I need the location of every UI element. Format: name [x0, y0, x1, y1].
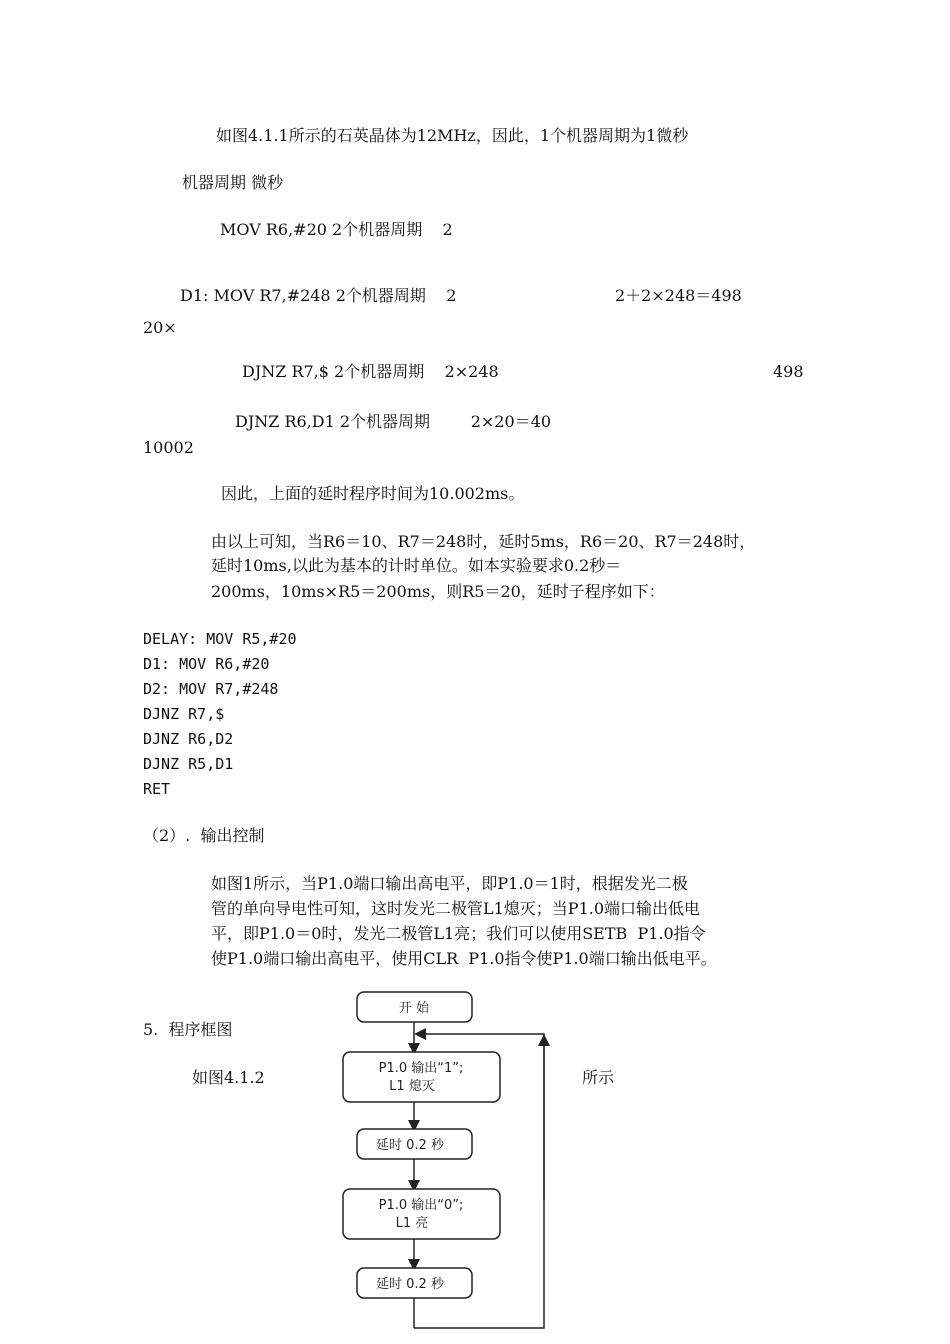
- timing-row-1: MOV R6,#20 2个机器周期 2: [220, 220, 453, 239]
- timing-row-4b: 10002: [143, 438, 194, 457]
- section-2-line-1: 如图1所示，当P1.0端口输出高电平，即P1.0＝1时，根据发光二极: [211, 874, 688, 893]
- code-line: D1: MOV R6,#20: [143, 655, 270, 673]
- timing-row-3a: DJNZ R7,$ 2个机器周期 2×248: [242, 362, 499, 381]
- section-2-line-4: 使P1.0端口输出高电平，使用CLR P1.0指令使P1.0端口输出低电平。: [211, 949, 717, 968]
- flowchart-delay-1-label: 延时 0.2 秒: [376, 1138, 444, 1153]
- section-5-heading: 5. 程序框图: [143, 1020, 233, 1039]
- section-2-line-2: 管的单向导电性可知，这时发光二极管L1熄灭；当P1.0端口输出低电: [211, 899, 701, 918]
- flowchart-step-1-line-1: P1.0 输出“1”;: [378, 1061, 464, 1076]
- section-2-heading: （2）. 输出控制: [143, 826, 265, 845]
- intro-line-1: 如图4.1.1所示的石英晶体为12MHz，因此，1个机器周期为1微秒: [216, 126, 689, 145]
- timing-row-3b: 498: [773, 362, 804, 381]
- flowchart-start-label: 开 始: [398, 1001, 430, 1016]
- code-line: DELAY: MOV R5,#20: [143, 630, 297, 648]
- code-line: DJNZ R6,D2: [143, 730, 234, 748]
- flowchart-step-1-line-2: L1 熄灭: [389, 1079, 435, 1094]
- code-line: RET: [143, 780, 171, 798]
- flowchart-step-1-box: [343, 1052, 500, 1102]
- timing-row-2a: D1: MOV R7,#248 2个机器周期 2: [180, 286, 457, 305]
- explain-line-1: 由以上可知，当R6＝10、R7＝248时，延时5ms，R6＝20、R7＝248时，: [211, 532, 756, 551]
- code-line: D2: MOV R7,#248: [143, 680, 279, 698]
- timing-row-2b: 2＋2×248＝498: [615, 286, 742, 305]
- explain-line-3: 200ms，10ms×R5＝200ms，则R5＝20，延时子程序如下：: [211, 582, 665, 601]
- explain-line-2: 延时10ms,以此为基本的计时单位。如本实验要求0.2秒＝: [211, 556, 622, 575]
- section-2-line-3: 平，即P1.0＝0时，发光二极管L1亮；我们可以使用SETB P1.0指令: [211, 924, 706, 943]
- intro-line-2: 机器周期 微秒: [182, 173, 284, 192]
- flowchart-step-2-box: [343, 1189, 500, 1239]
- figure-reference-left: 如图4.1.2: [192, 1068, 265, 1087]
- code-line: DJNZ R5,D1: [143, 755, 234, 773]
- conclusion-text: 因此，上面的延时程序时间为10.002ms。: [221, 484, 525, 503]
- timing-row-2c: 20×: [143, 318, 177, 337]
- flowchart-step-2-line-1: P1.0 输出“0”;: [378, 1198, 464, 1213]
- figure-reference-right: 所示: [582, 1068, 615, 1087]
- code-line: DJNZ R7,$: [143, 705, 225, 723]
- flowchart-delay-2-label: 延时 0.2 秒: [376, 1277, 444, 1292]
- flowchart-step-2-line-2: L1 亮: [395, 1216, 429, 1231]
- timing-row-4a: DJNZ R6,D1 2个机器周期 2×20＝40: [235, 412, 552, 431]
